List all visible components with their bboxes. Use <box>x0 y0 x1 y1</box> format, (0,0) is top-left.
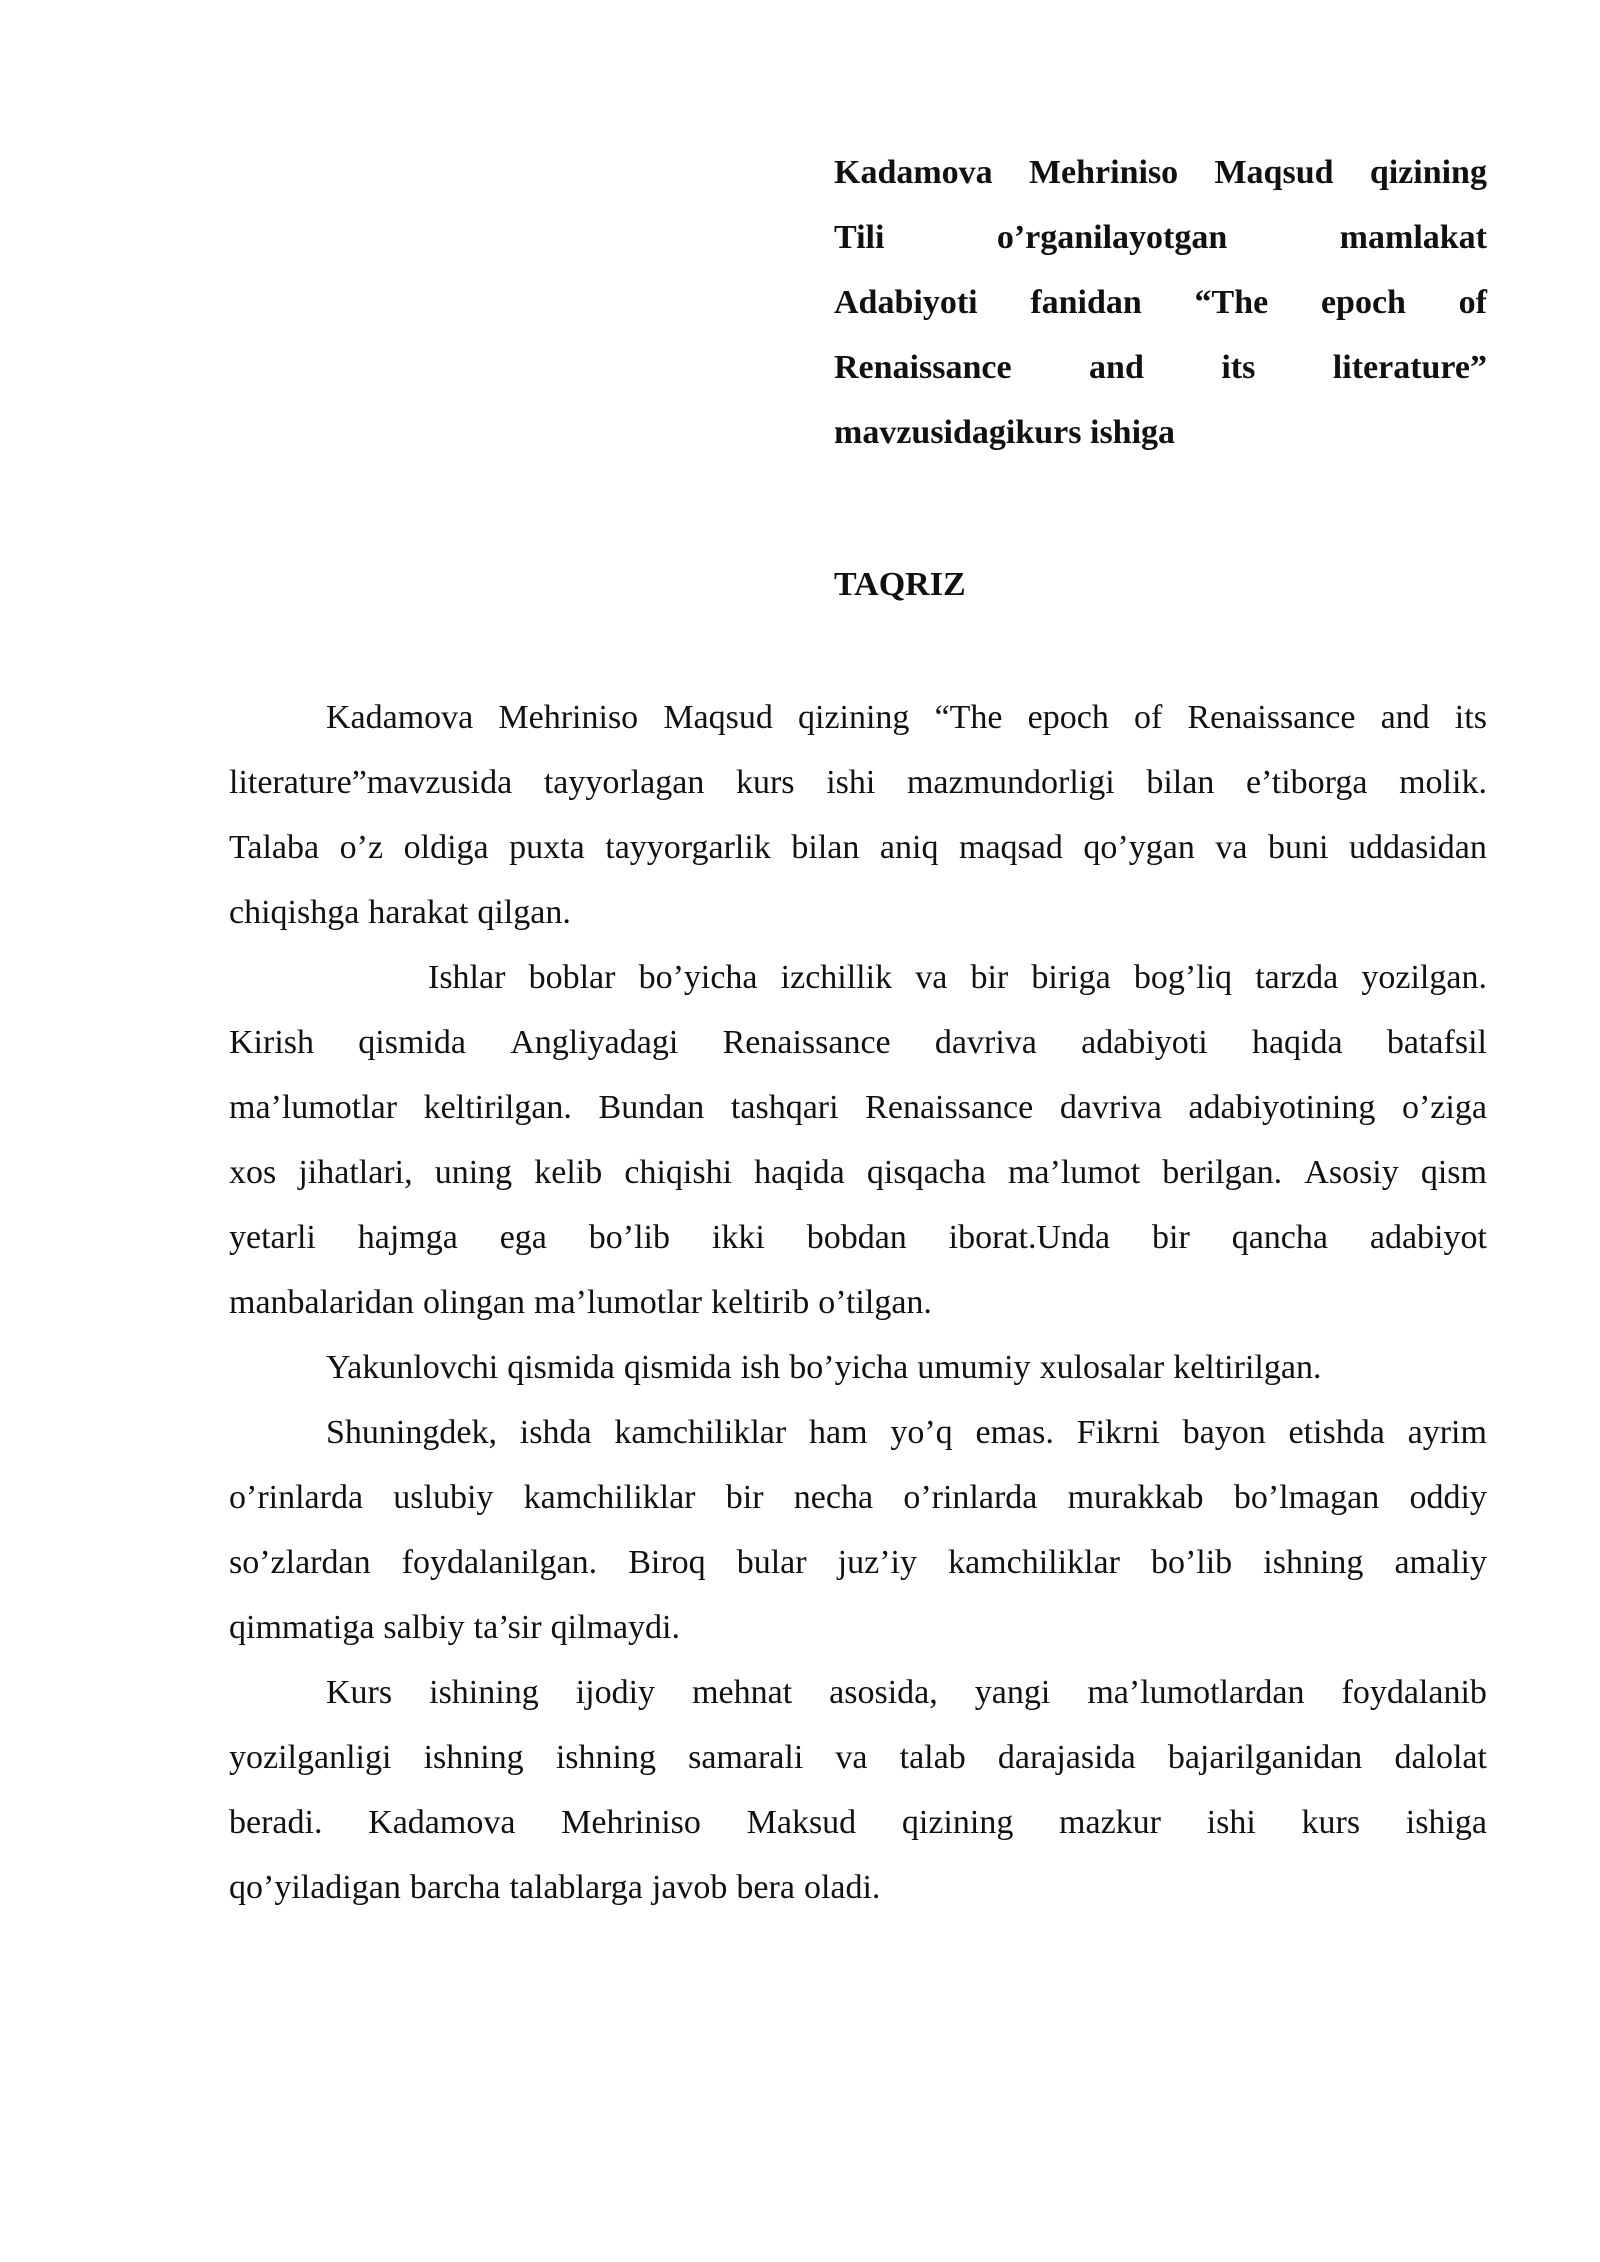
word: of <box>1133 699 1163 736</box>
word: qismida <box>358 1024 466 1061</box>
header-line <box>834 205 1487 270</box>
word: uning <box>434 1154 513 1191</box>
word: oddiy <box>1409 1479 1487 1516</box>
word: yetarli <box>229 1219 316 1256</box>
header-word: fanidan <box>1030 284 1142 321</box>
word: qismida <box>507 1349 615 1386</box>
word: Talaba <box>229 829 320 866</box>
word: harakat <box>368 894 469 931</box>
review-body <box>229 685 1487 1920</box>
text-line <box>229 1465 1487 1530</box>
word: manbalaridan <box>229 1284 415 1321</box>
text-line <box>229 945 1487 1010</box>
text-line <box>229 685 1487 750</box>
text-line <box>229 1335 1487 1400</box>
word: va <box>915 959 948 996</box>
word: foydalanilgan. <box>401 1544 598 1581</box>
header-word: epoch <box>1320 284 1406 321</box>
word: ikki <box>711 1219 765 1256</box>
text-line <box>229 1010 1487 1075</box>
header-word: mavzusidagikurs ishiga <box>834 414 1176 451</box>
word: ijodiy <box>575 1674 656 1711</box>
word: kurs <box>735 764 795 801</box>
word: o’rinlarda <box>903 1479 1038 1516</box>
word: Bundan <box>598 1089 705 1126</box>
word: qilgan. <box>477 894 571 931</box>
word: e’tiborga <box>1245 764 1368 801</box>
word: qizining <box>901 1804 1014 1841</box>
word: mazkur <box>1059 1804 1161 1841</box>
text-line <box>229 1855 1487 1920</box>
text-line <box>229 1205 1487 1270</box>
text-line <box>229 1595 1487 1660</box>
word: o’ziga <box>1401 1089 1487 1126</box>
word: haqida <box>1251 1024 1343 1061</box>
word: Mehriniso <box>498 699 639 736</box>
word: qimmatiga <box>229 1609 375 1646</box>
word: qism <box>1420 1154 1487 1191</box>
word: o’rinlarda <box>229 1479 364 1516</box>
word: Asosiy <box>1304 1154 1399 1191</box>
word: Ishlar <box>428 959 506 996</box>
header-word: Tili <box>834 219 885 256</box>
paragraph <box>229 1335 1487 1400</box>
word: bo’lib <box>588 1219 670 1256</box>
word: darajasida <box>997 1739 1136 1776</box>
word: ham <box>809 1414 868 1451</box>
word: berilgan. <box>1162 1154 1283 1191</box>
word: necha <box>793 1479 874 1516</box>
word: qisqacha <box>866 1154 986 1191</box>
header-word: “The <box>1194 284 1269 321</box>
word: olingan <box>423 1284 526 1321</box>
word: foydalanib <box>1341 1674 1487 1711</box>
word: samarali <box>688 1739 804 1776</box>
word: bo’lmagan <box>1233 1479 1380 1516</box>
word: ma’lumotlar <box>229 1089 398 1126</box>
document-title: TAQRIZ <box>834 566 966 603</box>
word: bo’yicha <box>638 959 758 996</box>
text-line <box>229 1530 1487 1595</box>
word: qo’yiladigan <box>229 1869 401 1906</box>
header-line <box>834 140 1487 205</box>
word: amaliy <box>1394 1544 1487 1581</box>
word: va <box>835 1739 868 1776</box>
word: Kurs <box>326 1674 393 1711</box>
word: iborat.Unda <box>948 1219 1111 1256</box>
word: jihatlari, <box>298 1154 413 1191</box>
word: biriga <box>1031 959 1111 996</box>
word: keltirilgan. <box>423 1089 572 1126</box>
word: davriva <box>934 1024 1037 1061</box>
word: kurs <box>1301 1804 1361 1841</box>
word: chiqishga <box>229 894 360 931</box>
word: bo’yicha <box>789 1349 909 1386</box>
word: its <box>1454 699 1487 736</box>
word: Kirish <box>229 1024 314 1061</box>
word: ishning <box>423 1739 524 1776</box>
word: o’tilgan. <box>818 1284 932 1321</box>
word: ishiga <box>1405 1804 1487 1841</box>
word: literature”mavzusida <box>229 764 513 801</box>
header-word: and <box>1089 349 1144 386</box>
word: buni <box>1268 829 1329 866</box>
word: etishda <box>1288 1414 1385 1451</box>
word: adabiyoti <box>1081 1024 1208 1061</box>
word: izchillik <box>780 959 893 996</box>
word: davriva <box>1059 1089 1162 1126</box>
word: xulosalar <box>1039 1349 1165 1386</box>
word: molik. <box>1399 764 1487 801</box>
word: o’z <box>339 829 384 866</box>
word: Mehriniso <box>561 1804 701 1841</box>
word: so’zlardan <box>229 1544 371 1581</box>
word: keltirib <box>711 1284 810 1321</box>
word: chiqishi <box>624 1154 733 1191</box>
word: ma’lumotlardan <box>1087 1674 1305 1711</box>
word: Shuningdek, <box>326 1414 497 1451</box>
word: bular <box>736 1544 807 1581</box>
word: Angliyadagi <box>510 1024 679 1061</box>
word: Renaissance <box>865 1089 1034 1126</box>
text-line <box>229 1660 1487 1725</box>
text-line <box>229 1140 1487 1205</box>
word: kamchiliklar <box>523 1479 696 1516</box>
header-line <box>834 270 1487 335</box>
word: Maksud <box>746 1804 857 1841</box>
text-line <box>229 1075 1487 1140</box>
word: ma’lumotlar <box>534 1284 703 1321</box>
word: Renaissance <box>1187 699 1356 736</box>
review-header <box>834 140 1487 465</box>
word: bayon <box>1182 1414 1266 1451</box>
word: Kadamova <box>326 699 474 736</box>
word: ishi <box>826 764 876 801</box>
header-word: Mehriniso <box>1028 154 1179 191</box>
word: and <box>1380 699 1430 736</box>
word: ta’sir <box>473 1609 542 1646</box>
word: “The <box>934 699 1003 736</box>
word: hajmga <box>357 1219 458 1256</box>
word: oldiga <box>403 829 489 866</box>
word: tashqari <box>730 1089 839 1126</box>
word: haqida <box>754 1154 845 1191</box>
text-line <box>229 815 1487 880</box>
word: qilmaydi. <box>550 1609 681 1646</box>
header-word: literature” <box>1332 349 1487 386</box>
header-word: Renaissance <box>834 349 1012 386</box>
word: beradi. <box>229 1804 323 1841</box>
word: Kadamova <box>368 1804 516 1841</box>
text-line <box>229 1400 1487 1465</box>
word: bilan <box>1146 764 1215 801</box>
header-word: qizining <box>1369 154 1487 191</box>
header-word: Kadamova <box>834 154 993 191</box>
word: ishi <box>1206 1804 1256 1841</box>
word: dalolat <box>1394 1739 1487 1776</box>
word: ega <box>499 1219 547 1256</box>
word: uslubiy <box>393 1479 494 1516</box>
word: kamchiliklar <box>948 1544 1120 1581</box>
word: ishning <box>555 1739 656 1776</box>
text-line <box>229 1725 1487 1790</box>
word: va <box>1215 829 1248 866</box>
word: bog’liq <box>1133 959 1233 996</box>
text-line <box>229 750 1487 815</box>
word: Renaissance <box>722 1024 891 1061</box>
word: salbiy <box>383 1609 465 1646</box>
header-line <box>834 335 1487 400</box>
word: Yakunlovchi <box>326 1349 499 1386</box>
word: bo’lib <box>1150 1544 1233 1581</box>
word: bobdan <box>806 1219 907 1256</box>
header-word: Adabiyoti <box>834 284 978 321</box>
word: emas. <box>975 1414 1054 1451</box>
word: bilan <box>791 829 860 866</box>
word: uddasidan <box>1349 829 1487 866</box>
word: tarzda <box>1255 959 1339 996</box>
text-line <box>229 1270 1487 1335</box>
paragraph <box>229 945 1487 1335</box>
word: ishining <box>429 1674 539 1711</box>
word: Biroq <box>628 1544 706 1581</box>
word: mehnat <box>692 1674 793 1711</box>
word: xos <box>229 1154 277 1191</box>
word: juz’iy <box>837 1544 917 1581</box>
text-line <box>229 1790 1487 1855</box>
word: aniq <box>879 829 939 866</box>
word: ma’lumot <box>1007 1154 1141 1191</box>
header-word: mamlakat <box>1339 219 1487 256</box>
word: talablarga <box>509 1869 643 1906</box>
word: yo’q <box>890 1414 953 1451</box>
word: bera <box>736 1869 795 1906</box>
word: tayyorgarlik <box>605 829 771 866</box>
word: qizining <box>798 699 910 736</box>
word: keltirilgan. <box>1173 1349 1322 1386</box>
word: adabiyot <box>1369 1219 1487 1256</box>
word: adabiyotining <box>1188 1089 1376 1126</box>
word: murakkab <box>1067 1479 1204 1516</box>
word: ishning <box>1263 1544 1364 1581</box>
header-word: its <box>1221 349 1256 386</box>
word: bir <box>970 959 1009 996</box>
word: qancha <box>1231 1219 1328 1256</box>
word: javob <box>651 1869 728 1906</box>
paragraph <box>229 1400 1487 1660</box>
header-line <box>834 400 1487 465</box>
word: epoch <box>1027 699 1109 736</box>
word: puxta <box>509 829 585 866</box>
word: batafsil <box>1386 1024 1487 1061</box>
word: ayrim <box>1407 1414 1487 1451</box>
word: yozilgan. <box>1361 959 1487 996</box>
word: barcha <box>409 1869 501 1906</box>
word: ish <box>740 1349 781 1386</box>
word: talab <box>899 1739 966 1776</box>
header-word: Maqsud <box>1214 154 1334 191</box>
word: oladi. <box>803 1869 881 1906</box>
text-line <box>229 880 1487 945</box>
word: bajarilganidan <box>1167 1739 1363 1776</box>
word: yozilganligi <box>229 1739 392 1776</box>
word: Maqsud <box>663 699 773 736</box>
paragraph <box>229 685 1487 945</box>
word: umumiy <box>917 1349 1031 1386</box>
header-word: of <box>1458 284 1487 321</box>
word: asosida, <box>829 1674 938 1711</box>
header-word: o’rganilayotgan <box>996 219 1228 256</box>
word: ishda <box>519 1414 592 1451</box>
word: mazmundorligi <box>906 764 1115 801</box>
word: qo’ygan <box>1083 829 1195 866</box>
word: tayyorlagan <box>543 764 705 801</box>
word: yangi <box>974 1674 1051 1711</box>
word: maqsad <box>959 829 1063 866</box>
word: Fikrni <box>1076 1414 1160 1451</box>
word: qismida <box>623 1349 732 1386</box>
word: bir <box>1152 1219 1190 1256</box>
word: kelib <box>534 1154 603 1191</box>
word: kamchiliklar <box>614 1414 787 1451</box>
paragraph <box>229 1660 1487 1920</box>
word: bir <box>725 1479 764 1516</box>
word: boblar <box>528 959 616 996</box>
